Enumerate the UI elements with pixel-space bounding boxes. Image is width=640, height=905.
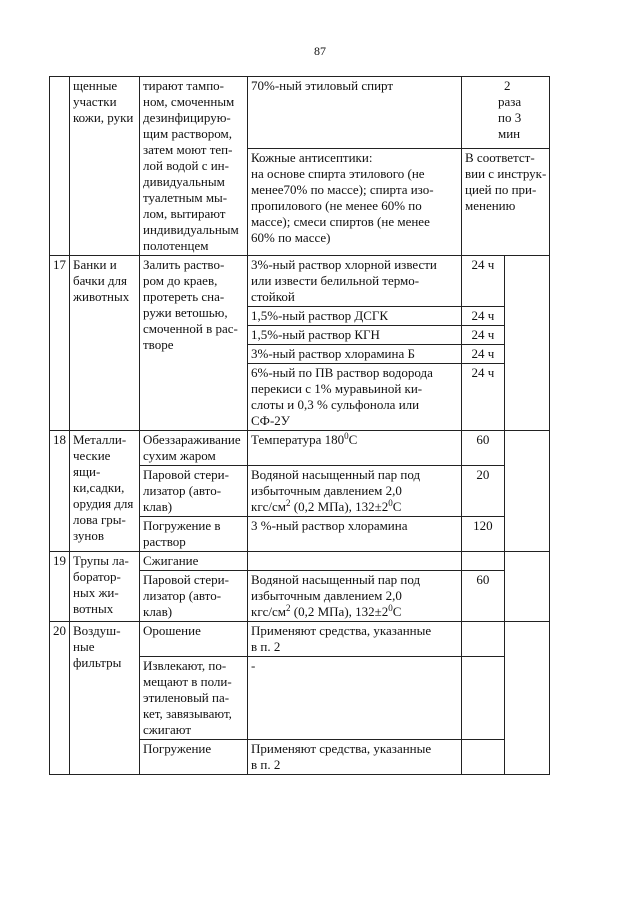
exposure-cell: 24 ч	[462, 345, 505, 364]
table-row	[50, 622, 550, 657]
agent-cell: -	[248, 657, 462, 740]
method-cell: Обеззараживание сухим жаром	[140, 431, 248, 466]
agent-cell: Применяют средства, указанные в п. 2	[248, 622, 462, 657]
exposure-cell: 60	[462, 571, 505, 622]
exposure-cell	[462, 657, 505, 740]
row-number-cell: 17	[50, 256, 70, 431]
exposure-cell: 24 ч	[462, 326, 505, 345]
agent-cell: 70%-ный этиловый спирт	[248, 77, 462, 149]
exposure-cell: В соответст- вии с инструк- цией по при- менению	[462, 149, 550, 256]
row-number-cell	[50, 77, 70, 256]
agent-cell: Кожные антисептики: на основе спирта этилового (не менее70% по массе); спирта изо- пропилового (не менее 60% по массе); смеси спиртов (не менее 60% по массе)	[248, 149, 462, 256]
exposure-cell: 60	[462, 431, 505, 466]
exposure-cell: 24 ч	[462, 256, 505, 307]
method-cell: Паровой стери- лизатор (авто- клав)	[140, 466, 248, 517]
exposure-cell: 24 ч	[462, 364, 505, 431]
method-cell: Погружение в раствор	[140, 517, 248, 552]
blank-cell	[504, 431, 549, 552]
agent-cell: 1,5%-ный раствор КГН	[248, 326, 462, 345]
agent-cell: 3%-ный раствор хлорной извести или извести белильной термо- стойкой	[248, 256, 462, 307]
table-row	[50, 431, 550, 466]
agent-cell	[248, 552, 462, 571]
exposure-cell: 24 ч	[462, 307, 505, 326]
exposure-cell: 2 раза по 3 мин	[462, 77, 550, 149]
method-cell: Сжигание	[140, 552, 248, 571]
agent-cell: 3 %-ный раствор хлорамина	[248, 517, 462, 552]
blank-cell	[504, 552, 549, 622]
exposure-cell	[462, 552, 505, 571]
object-cell: Банки и бачки для животных	[70, 256, 140, 431]
method-cell: Паровой стери- лизатор (авто- клав)	[140, 571, 248, 622]
row-number-cell: 18	[50, 431, 70, 552]
agent-cell: 1,5%-ный раствор ДСГК	[248, 307, 462, 326]
agent-cell: Температура $180^0С$	[248, 431, 462, 466]
method-cell: Орошение	[140, 622, 248, 657]
agent-cell: 6%-ный по ПВ раствор водорода перекиси с 1% муравьиной ки- слоты и 0,3 % сульфонола или СФ-2У	[248, 364, 462, 431]
agent-cell: Водяной насыщенный пар под избыточным давлением 2,0 кгс/$см^2$ (0,2 МПа), $132\pm 2^0С$	[248, 571, 462, 622]
exposure-cell: 120	[462, 517, 505, 552]
exposure-cell	[462, 740, 505, 775]
exposure-cell	[462, 622, 505, 657]
row-number-cell: 20	[50, 622, 70, 775]
exposure-cell: 20	[462, 466, 505, 517]
object-cell: Воздуш- ные фильтры	[70, 622, 140, 775]
blank-cell	[504, 256, 549, 431]
agent-cell: 3%-ный раствор хлорамина Б	[248, 345, 462, 364]
agent-cell: Водяной насыщенный пар под избыточным давлением 2,0 кгс/$см^2$ (0,2 МПа), $132\pm 2^0С$	[248, 466, 462, 517]
page-number: 87	[314, 44, 326, 58]
blank-cell	[504, 622, 549, 775]
row-number-cell: 19	[50, 552, 70, 622]
agent-cell: Применяют средства, указанные в п. 2	[248, 740, 462, 775]
method-cell: Извлекают, по- мещают в поли- этиленовый па- кет, завязывают, сжигают	[140, 657, 248, 740]
method-cell: Залить раство- ром до краев, протереть сна- ружи ветошью, смоченной в рас- творе	[140, 256, 248, 431]
object-cell: Металли- ческие ящи- ки,садки, орудия для лова гры- зунов	[70, 431, 140, 552]
method-cell: Погружение	[140, 740, 248, 775]
method-cell: тирают тампо- ном, смоченным дезинфицирую- щим раствором, затем моют теп- лой водой с ин- дивидуальным туалетным мы- лом, вытирают индивидуальным полотенцем	[140, 77, 248, 256]
object-cell: Трупы ла- боратор- ных жи- вотных	[70, 552, 140, 622]
table-row	[50, 552, 550, 571]
object-cell: щенные участки кожи, руки	[70, 77, 140, 256]
disinfection-table	[49, 76, 550, 775]
table-row	[50, 256, 550, 307]
table-row	[50, 77, 550, 149]
